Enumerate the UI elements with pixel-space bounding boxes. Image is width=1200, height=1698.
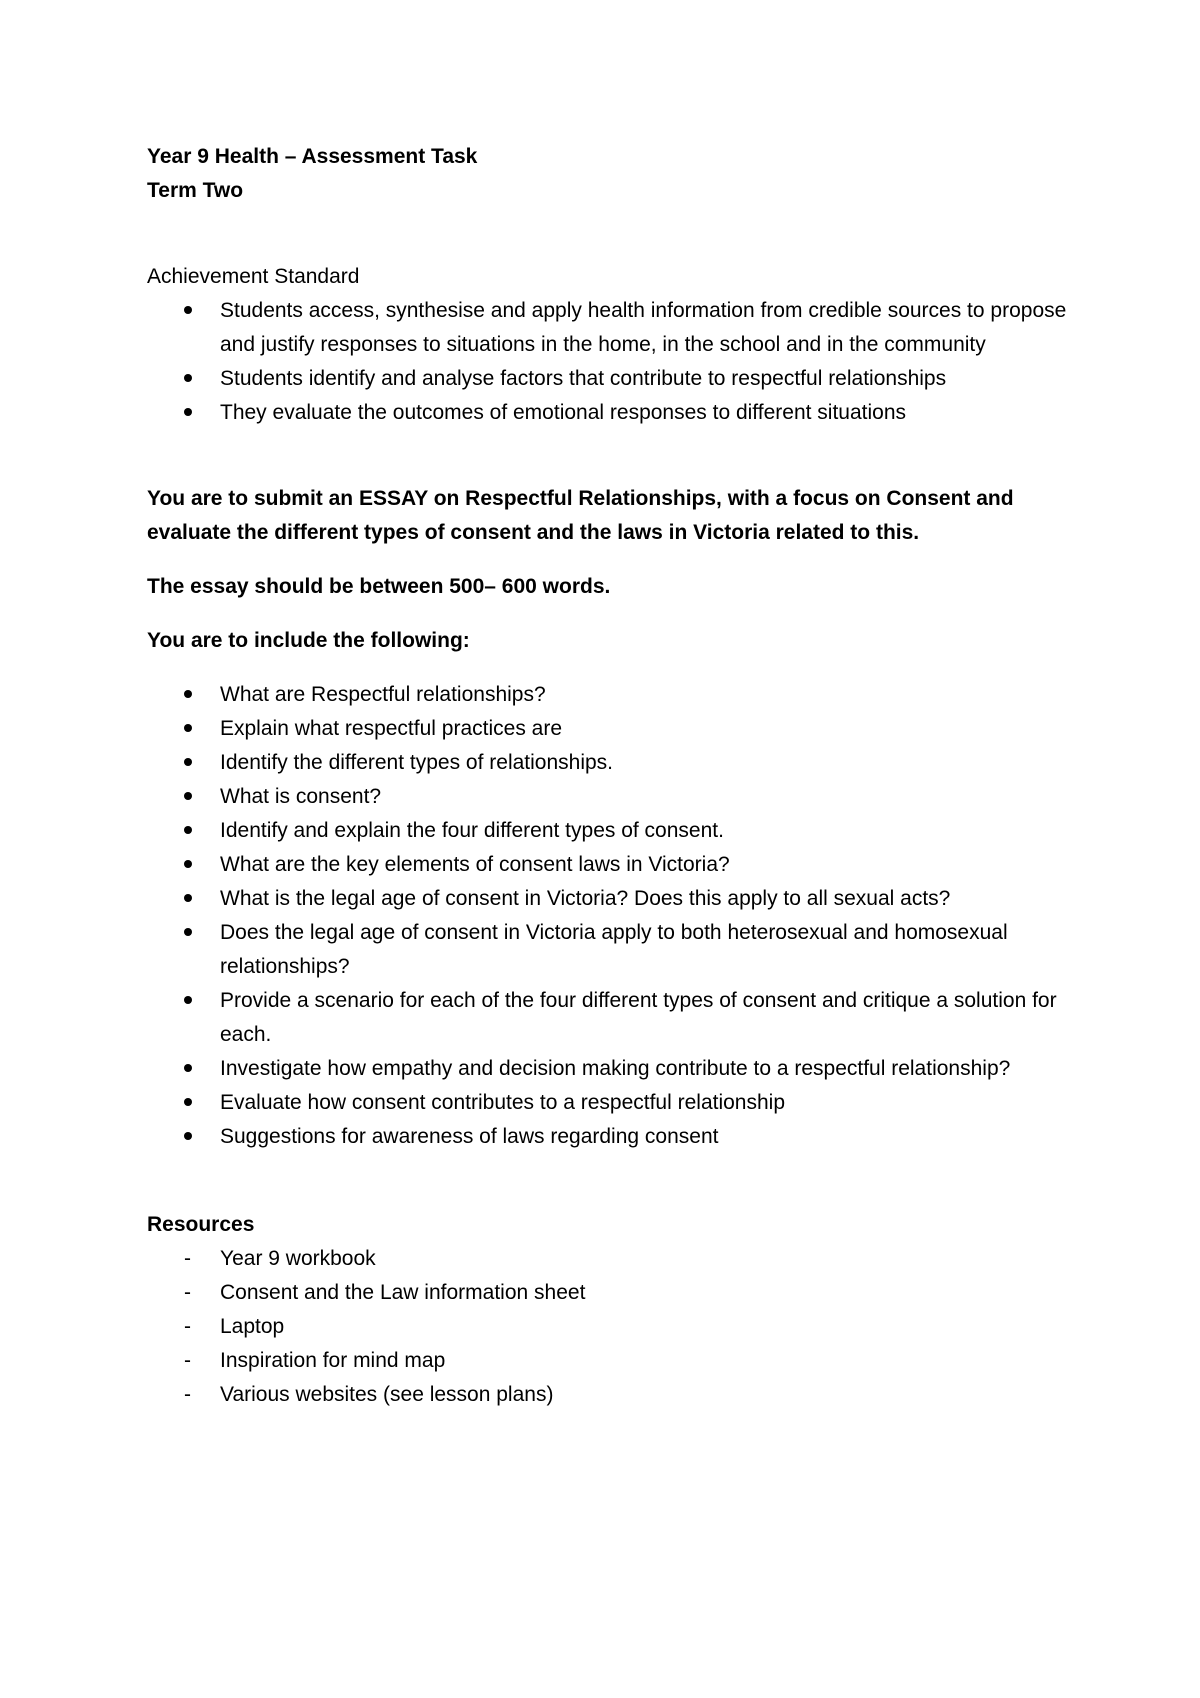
- list-item: [147, 1344, 1077, 1378]
- list-item: [147, 1276, 1077, 1310]
- list-item-text: Explain what respectful practices are: [220, 717, 562, 740]
- list-item-text: Does the legal age of consent in Victoria apply to both heterosexual and homosexual relationships?: [220, 921, 1008, 978]
- list-item: [147, 1310, 1077, 1344]
- list-item: [147, 1052, 1077, 1086]
- term-label: Term Two: [147, 179, 244, 202]
- list-item: [147, 746, 1077, 780]
- bullet-icon: [184, 1132, 192, 1140]
- list-item: [147, 916, 1077, 984]
- list-item: [147, 1086, 1077, 1120]
- list-item: [147, 848, 1077, 882]
- include-heading: You are to include the following:: [147, 629, 470, 652]
- spacer: [147, 604, 1077, 624]
- list-item: [147, 814, 1077, 848]
- list-item-text: Provide a scenario for each of the four different types of consent and critique a solution for each.: [220, 989, 1057, 1046]
- list-item-text: Evaluate how consent contributes to a respectful relationship: [220, 1091, 786, 1114]
- list-item: [147, 882, 1077, 916]
- list-item-text: Identify the different types of relationships.: [220, 751, 614, 774]
- list-item-text: What is the legal age of consent in Victoria? Does this apply to all sexual acts?: [220, 887, 951, 910]
- bullet-icon: [184, 408, 192, 416]
- list-item: [147, 396, 1077, 430]
- task-instruction: You are to submit an ESSAY on Respectful Relationships, with a focus on Consent and evaluate the different types of consent and the laws in Victoria related to this.: [147, 487, 1014, 544]
- list-item-text: Inspiration for mind map: [220, 1349, 446, 1372]
- list-item-text: Students identify and analyse factors that contribute to respectful relationships: [220, 367, 947, 390]
- bullet-icon: [184, 996, 192, 1004]
- list-item: [147, 294, 1077, 362]
- bullet-icon: [184, 758, 192, 766]
- dash-icon: -: [184, 1281, 191, 1304]
- word-count-requirement: The essay should be between 500– 600 words.: [147, 575, 611, 598]
- list-item-text: Laptop: [220, 1315, 285, 1338]
- dash-icon: -: [184, 1383, 191, 1406]
- bullet-icon: [184, 724, 192, 732]
- list-item: [147, 984, 1077, 1052]
- spacer: [147, 550, 1077, 570]
- list-item-text: Identify and explain the four different types of consent.: [220, 819, 724, 842]
- bullet-icon: [184, 792, 192, 800]
- document-title: Year 9 Health – Assessment Task: [147, 145, 478, 168]
- spacer: [147, 430, 1077, 482]
- dash-icon: -: [184, 1315, 191, 1338]
- list-item-text: What are Respectful relationships?: [220, 683, 546, 706]
- list-item-text: What is consent?: [220, 785, 382, 808]
- bullet-icon: [184, 374, 192, 382]
- bullet-icon: [184, 894, 192, 902]
- document-content: [147, 140, 1077, 1412]
- resources-heading: Resources: [147, 1213, 255, 1236]
- spacer: [147, 1154, 1077, 1208]
- list-item: [147, 1242, 1077, 1276]
- spacer: [147, 208, 1077, 260]
- resources-list: [147, 1242, 1077, 1412]
- list-item-text: Consent and the Law information sheet: [220, 1281, 586, 1304]
- list-item-text: Various websites (see lesson plans): [220, 1383, 554, 1406]
- dash-icon: -: [184, 1349, 191, 1372]
- achievement-list: [147, 294, 1077, 430]
- bullet-icon: [184, 306, 192, 314]
- bullet-icon: [184, 1064, 192, 1072]
- list-item: [147, 1378, 1077, 1412]
- include-list: [147, 678, 1077, 1154]
- list-item: [147, 362, 1077, 396]
- list-item-text: Year 9 workbook: [220, 1247, 376, 1270]
- bullet-icon: [184, 1098, 192, 1106]
- list-item-text: What are the key elements of consent laws in Victoria?: [220, 853, 730, 876]
- list-item: [147, 678, 1077, 712]
- dash-icon: -: [184, 1247, 191, 1270]
- spacer: [147, 658, 1077, 678]
- list-item-text: Suggestions for awareness of laws regarding consent: [220, 1125, 719, 1148]
- list-item-text: They evaluate the outcomes of emotional responses to different situations: [220, 401, 907, 424]
- list-item-text: Students access, synthesise and apply health information from credible sources to propose and justify responses to situations in the home, in the school and in the community: [220, 299, 1067, 356]
- list-item: [147, 1120, 1077, 1154]
- achievement-heading: Achievement Standard: [147, 265, 360, 288]
- bullet-icon: [184, 860, 192, 868]
- bullet-icon: [184, 826, 192, 834]
- list-item-text: Investigate how empathy and decision making contribute to a respectful relationship?: [220, 1057, 1011, 1080]
- bullet-icon: [184, 928, 192, 936]
- bullet-icon: [184, 690, 192, 698]
- list-item: [147, 780, 1077, 814]
- list-item: [147, 712, 1077, 746]
